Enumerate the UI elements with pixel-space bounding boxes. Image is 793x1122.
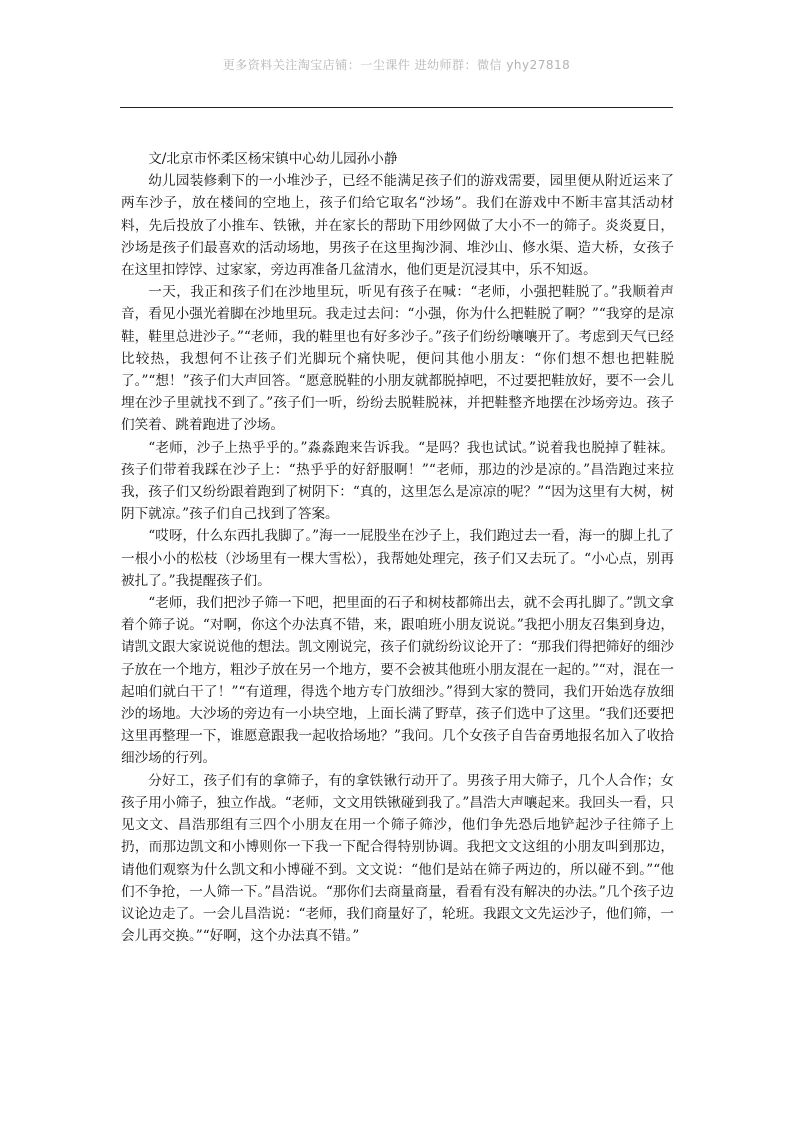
article-body (121, 148, 674, 947)
header-divider (120, 107, 673, 108)
article-paragraph: 幼儿园装修剩下的一小堆沙子，已经不能满足孩子们的游戏需要，园里便从附近运来了两车沙子，放在楼间的空地上，孩子们给它取名“沙场”。我们在游戏中不断丰富其活动材料，先后投放了小推车、铁锹，并在家长的帮助下用纱网做了大小不一的筛子。炎炎夏日，沙场是孩子们最喜欢的活动场地，男孩子在这里掏沙洞、堆沙山、修水渠、造大桥，女孩子在这里扣饽饽、过家家，旁边再准备几盆清水，他们更是沉浸其中，乐不知返。 (121, 173, 674, 279)
article-paragraph: “哎呀，什么东西扎我脚了。”海一一屁股坐在沙子上，我们跑过去一看，海一的脚上扎了一根小小的松枝（沙场里有一棵大雪松），我帮她处理完，孩子们又去玩了。“小心点，别再被扎了。”我提醒孩子们。 (121, 528, 674, 589)
article-paragraph: 分好工，孩子们有的拿筛子，有的拿铁锹行动开了。男孩子用大筛子，几个人合作；女孩子用小筛子，独立作战。“老师，文文用铁锹碰到我了。”昌浩大声嚷起来。我回头一看，只见文文、昌浩那组有三四个小朋友在用一个筛子筛沙，他们争先恐后地铲起沙子往筛子上扔，而那边凯文和小博则你一下我一下配合得特别协调。我把文文这组的小朋友叫到那边，请他们观察为什么凯文和小博碰不到。文文说：“他们是站在筛子两边的，所以碰不到。”“他们不争抢，一人筛一下。”昌浩说。“那你们去商量商量，看看有没有解决的办法。”几个孩子边议论边走了。一会儿昌浩说：“老师，我们商量好了，轮班。我跟文文先运沙子，他们筛，一会儿再交换。”“好啊，这个办法真不错。” (121, 772, 674, 945)
article-byline: 文/北京市怀柔区杨宋镇中心幼儿园孙小静 (148, 151, 398, 167)
page-header-watermark: 更多资料关注淘宝店铺：一尘课件 进幼师群：微信 yhy27818 (222, 58, 571, 72)
article-paragraph: “老师，沙子上热乎乎的。”淼淼跑来告诉我。“是吗？我也试试。”说着我也脱掉了鞋袜。孩子们带着我踩在沙子上：“热乎乎的好舒服啊！”“老师，那边的沙是凉的。”昌浩跑过来拉我，孩子们又纷纷跟着跑到了树阴下：“真的，这里怎么是凉凉的呢？”“因为这里有大树，树阴下就凉。”孩子们自己找到了答案。 (121, 439, 674, 523)
article-paragraph: 一天，我正和孩子们在沙地里玩，听见有孩子在喊：“老师，小强把鞋脱了。”我顺着声音，看见小强光着脚在沙地里玩。我走过去问：“小强，你为什么把鞋脱了啊？”“我穿的是凉鞋，鞋里总进沙子。”“老师，我的鞋里也有好多沙子。”孩子们纷纷嚷嚷开了。考虑到天气已经比较热，我想何不让孩子们光脚玩个痛快呢，便问其他小朋友：“你们想不想也把鞋脱了。”“想！”孩子们大声回答。“愿意脱鞋的小朋友就都脱掉吧，不过要把鞋放好，要不一会儿埋在沙子里就找不到了。”孩子们一听，纷纷去脱鞋脱袜，并把鞋整齐地摆在沙场旁边。孩子们笑着、跳着跑进了沙场。 (121, 284, 674, 434)
article-paragraph: “老师，我们把沙子筛一下吧，把里面的石子和树枝都筛出去，就不会再扎脚了。”凯文拿着个筛子说。“对啊，你这个办法真不错，来，跟咱班小朋友说说。”我把小朋友召集到身边，请凯文跟大家说说他的想法。凯文刚说完，孩子们就纷纷议论开了：“那我们得把筛好的细沙子放在一个地方，粗沙子放在另一个地方，要不会被其他班小朋友混在一起的。”“对，混在一起咱们就白干了！”“有道理，得选个地方专门放细沙。”得到大家的赞同，我们开始选存放细沙的场地。大沙场的旁边有一小块空地，上面长满了野草，孩子们选中了这里。“我们还要把这里再整理一下，谁愿意跟我一起收拾场地？”我问。几个女孩子自告奋勇地报名加入了收拾细沙场的行列。 (121, 595, 674, 767)
